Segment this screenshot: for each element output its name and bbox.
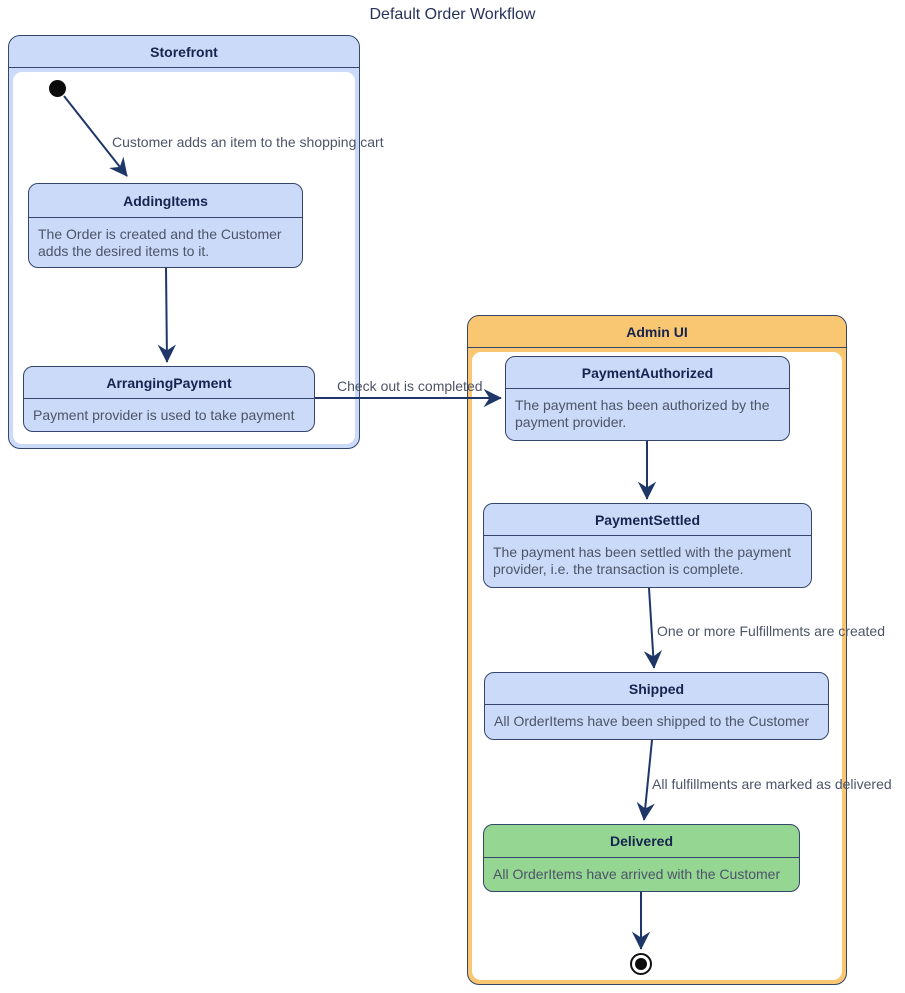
admin-ui-header: Admin UI (468, 316, 846, 348)
state-addingitems (28, 183, 303, 268)
diagram-title: Default Order Workflow (369, 6, 536, 23)
label-checkout-completed: Check out is completed (337, 378, 483, 394)
final-state-inner-dot (635, 958, 647, 970)
state-delivered (483, 824, 800, 892)
label-fulfillments-created: One or more Fulfillments are created (657, 623, 885, 639)
state-paymentauthorized-description: The payment has been authorized by the payment provider. (515, 397, 770, 430)
state-delivered-title: Delivered (484, 825, 799, 858)
final-state-icon (630, 953, 652, 975)
state-addingitems-description: The Order is created and the Customer adds the desired items to it. (38, 226, 282, 259)
label-customer-adds-item: Customer adds an item to the shopping cart (112, 134, 384, 150)
state-delivered-description: All OrderItems have arrived with the Customer (493, 866, 781, 882)
state-shipped-description: All OrderItems have been shipped to the Customer (494, 713, 810, 729)
state-shipped-title: Shipped (485, 673, 828, 705)
state-paymentauthorized (505, 356, 790, 441)
state-paymentsettled (483, 503, 812, 588)
storefront-header: Storefront (9, 36, 359, 68)
state-paymentauthorized-title: PaymentAuthorized (506, 357, 789, 389)
state-shipped (484, 672, 829, 740)
state-arrangingpayment-title: ArrangingPayment (24, 367, 314, 399)
state-arrangingpayment-description: Payment provider is used to take payment (33, 407, 295, 423)
state-addingitems-title: AddingItems (29, 184, 302, 218)
state-arrangingpayment (23, 366, 315, 432)
initial-state-icon (49, 80, 66, 97)
state-paymentsettled-description: The payment has been settled with the payment provider, i.e. the transaction is complete. (493, 544, 792, 577)
label-fulfillments-delivered: All fulfillments are marked as delivered (652, 776, 892, 792)
state-paymentsettled-title: PaymentSettled (484, 504, 811, 536)
